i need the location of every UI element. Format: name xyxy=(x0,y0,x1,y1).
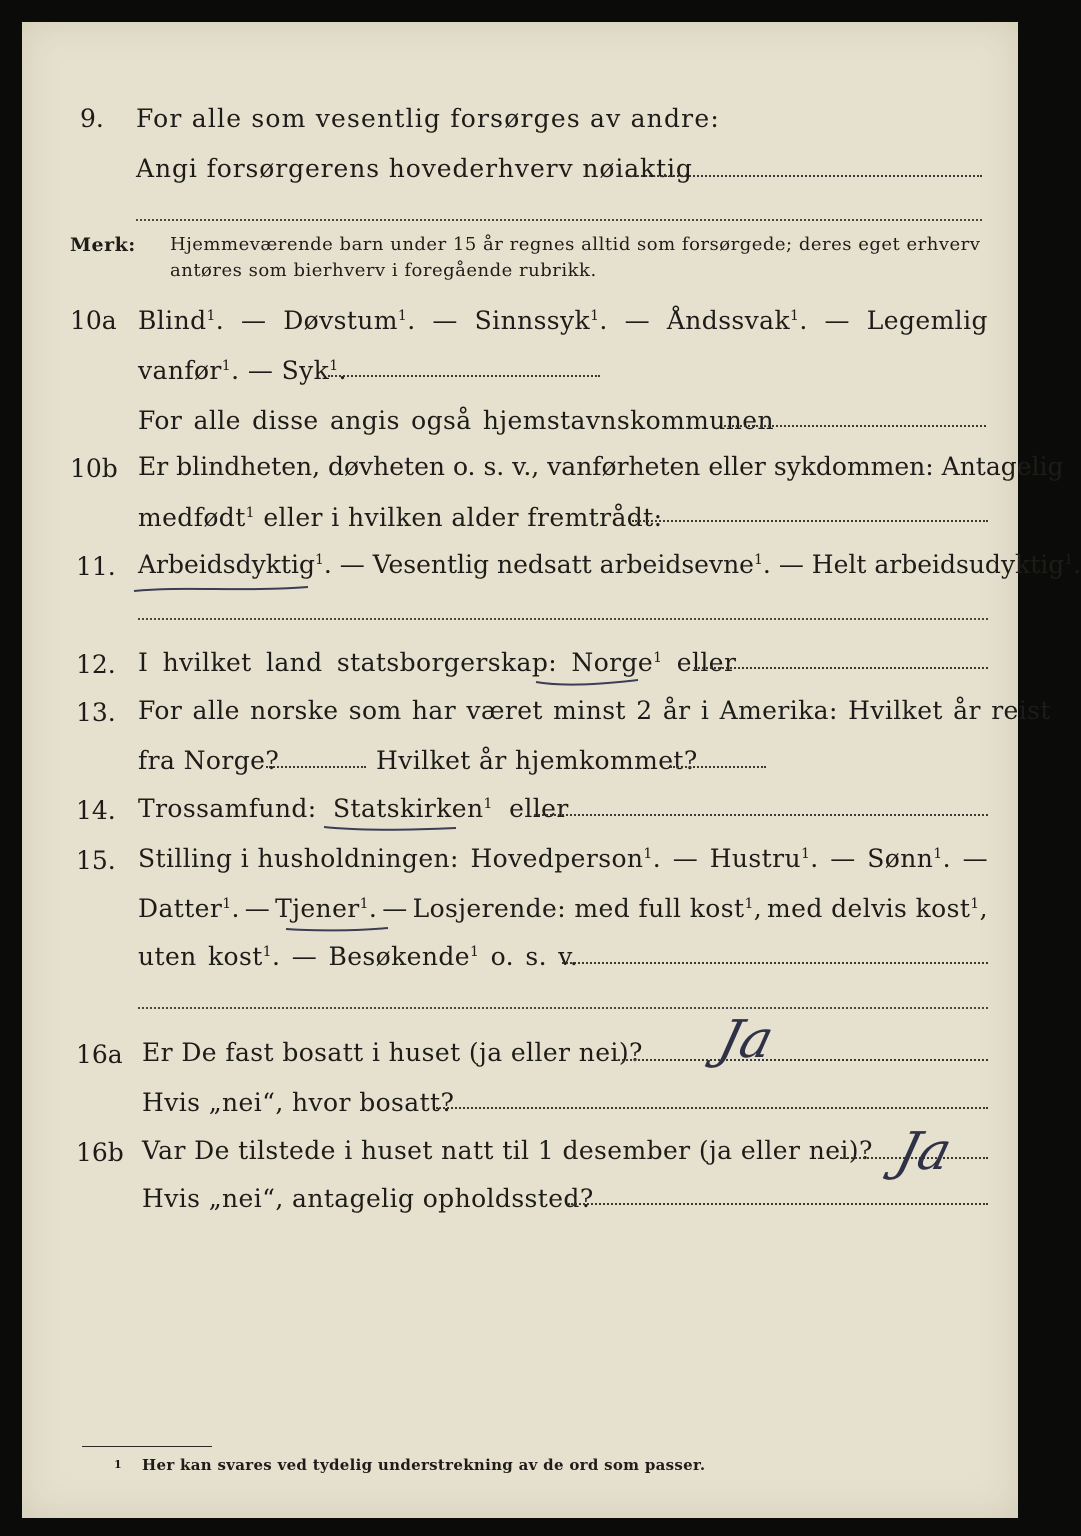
footnote-mark: 1 xyxy=(114,1458,122,1471)
q15-handwritten-underline xyxy=(284,924,394,938)
q9-line1: For alle som vesentlig forsørges av andre: xyxy=(136,104,720,133)
opt-norge[interactable]: Norge$^1$ xyxy=(571,648,663,677)
q10a-syk-answer-line[interactable] xyxy=(328,375,600,377)
q16b-handwritten-answer: Ja xyxy=(890,1122,958,1182)
opt-besokende[interactable]: Besøkende$^1$ xyxy=(328,942,480,971)
q16b-opholdssted-answer-line[interactable] xyxy=(568,1203,988,1205)
q14-answer-line[interactable] xyxy=(534,814,988,816)
q14-text: Trossamfund: xyxy=(138,794,317,823)
dash: — xyxy=(824,306,850,335)
q10b-line2 xyxy=(138,503,662,532)
opt-syk[interactable]: Syk$^1$. xyxy=(281,356,347,385)
q16a-answer-line[interactable] xyxy=(618,1059,988,1061)
q10b-alder-text: eller i hvilken alder fremtrådt: xyxy=(263,503,663,532)
opt-hustru[interactable]: Hustru$^1$. xyxy=(709,844,819,873)
q15-line1 xyxy=(138,844,988,873)
q10b-answer-line[interactable] xyxy=(632,520,988,522)
q15-line3 xyxy=(138,942,578,971)
q13-hjemkommet: Hvilket år hjemkommet? xyxy=(376,746,698,775)
q12-text: I hvilket land statsborgerskap: xyxy=(138,648,558,677)
dash: — xyxy=(339,550,365,579)
q16b-number: 16b xyxy=(76,1138,124,1167)
footnote-text: Her kan svares ved tydelig understrekning av de ord som passer. xyxy=(142,1456,706,1474)
q14-number: 14. xyxy=(76,796,116,825)
dash: — xyxy=(382,894,408,923)
opt-medfodt[interactable]: medfødt$^1$ xyxy=(138,503,255,532)
dash: — xyxy=(244,894,271,923)
opt-sinnssyk[interactable]: Sinnssyk$^1$. xyxy=(474,306,608,335)
q12-answer-line[interactable] xyxy=(694,667,988,669)
dash: — xyxy=(432,306,458,335)
dash: — xyxy=(247,356,274,385)
opt-udyktig[interactable]: Helt arbeidsudyktig$^1$. xyxy=(811,550,1081,579)
opt-dovstum[interactable]: Døvstum$^1$. xyxy=(283,306,416,335)
q9-number: 9. xyxy=(80,104,104,133)
q12-line xyxy=(138,648,736,677)
dash: — xyxy=(624,306,651,335)
opt-legemlig[interactable]: Legemlig xyxy=(866,306,988,335)
opt-hovedperson[interactable]: Hovedperson$^1$. xyxy=(470,844,662,873)
dash: — xyxy=(962,844,988,873)
q16a-bosatt-answer-line[interactable] xyxy=(436,1107,988,1109)
dash: — xyxy=(830,844,856,873)
dash: — xyxy=(240,306,267,335)
q9-line2: Angi forsørgerens hovederhverv nøiaktig xyxy=(136,154,693,183)
dash: — xyxy=(291,942,318,971)
dash: — xyxy=(778,550,804,579)
opt-statskirken[interactable]: Statskirken$^1$ xyxy=(333,794,493,823)
q15-answer-line[interactable] xyxy=(562,962,988,964)
opt-full-kost[interactable]: Losjerende: med full kost$^1$, xyxy=(412,894,763,923)
q11-number: 11. xyxy=(76,552,116,581)
q13-line1: For alle norske som har været minst 2 år i Amerika: Hvilket år reist xyxy=(138,696,1051,725)
q13-fra-norge: fra Norge? xyxy=(138,746,280,775)
q16b-line2: Hvis „nei“, antagelig opholdssted? xyxy=(142,1184,594,1213)
q10a-number: 10a xyxy=(70,306,117,335)
q11-answer-line[interactable] xyxy=(138,618,988,620)
q16a-number: 16a xyxy=(76,1040,123,1069)
q10b-number: 10b xyxy=(70,454,118,483)
q11-line xyxy=(138,550,1081,579)
opt-tjener[interactable]: Tjener$^1$. xyxy=(275,894,378,923)
merk-label: Merk: xyxy=(70,234,136,256)
q10a-line2 xyxy=(138,356,347,385)
opt-sonn[interactable]: Sønn$^1$. xyxy=(867,844,951,873)
q13-hjem-answer-line[interactable] xyxy=(670,766,766,768)
q16b-line1: Var De tilstede i huset natt til 1 desember (ja eller nei)? xyxy=(142,1136,873,1165)
opt-vanfor[interactable]: vanfør$^1$. xyxy=(138,356,240,385)
opt-nedsatt[interactable]: Vesentlig nedsatt arbeidsevne$^1$. xyxy=(372,550,771,579)
merk-line1: Hjemmeværende barn under 15 år regnes alltid som forsørgede; deres eget erhverv xyxy=(170,234,981,255)
q15-osv: o. s. v. xyxy=(490,942,579,971)
q13-reist-answer-line[interactable] xyxy=(266,766,366,768)
footnote-divider xyxy=(82,1446,212,1447)
q14-line xyxy=(138,794,569,823)
q10a-line3: For alle disse angis også hjemstavnskommunen xyxy=(138,406,774,435)
opt-uten-kost[interactable]: uten kost$^1$. xyxy=(138,942,281,971)
q15-number: 15. xyxy=(76,846,116,875)
q9-second-answer-line[interactable] xyxy=(136,219,982,221)
opt-datter[interactable]: Datter$^1$. xyxy=(138,894,240,923)
q13-number: 13. xyxy=(76,698,116,727)
q14-eller: eller xyxy=(509,794,569,823)
q10a-hjemstavn-answer-line[interactable] xyxy=(724,425,986,427)
q10a-line1 xyxy=(138,306,988,335)
q12-eller: eller xyxy=(676,648,737,677)
merk-line2: antøres som bierhverv i foregående rubrikk. xyxy=(170,260,597,281)
q9-answer-line[interactable] xyxy=(626,175,982,177)
q15-text: Stilling i husholdningen: xyxy=(138,844,459,873)
q15-second-answer-line[interactable] xyxy=(138,1007,988,1009)
q16a-handwritten-answer: Ja xyxy=(712,1010,780,1070)
q11-handwritten-underline xyxy=(132,582,332,598)
q15-line2 xyxy=(138,894,988,923)
opt-delvis-kost[interactable]: med delvis kost$^1$, xyxy=(767,894,988,923)
q10b-line1: Er blindheten, døvheten o. s. v., vanførheten eller sykdommen: Antagelig xyxy=(138,452,1064,481)
q16a-line1: Er De fast bosatt i huset (ja eller nei)? xyxy=(142,1038,643,1067)
census-form-page xyxy=(22,22,1081,1518)
opt-andssvak[interactable]: Åndssvak$^1$. xyxy=(666,306,808,335)
q14-handwritten-underline xyxy=(322,822,462,836)
opt-blind[interactable]: Blind$^1$. xyxy=(138,306,225,335)
q12-number: 12. xyxy=(76,650,116,679)
dash: — xyxy=(672,844,699,873)
q12-handwritten-underline xyxy=(534,676,644,690)
opt-arbeidsdyktig[interactable]: Arbeidsdyktig$^1$. xyxy=(138,550,332,579)
q16a-line2: Hvis „nei“, hvor bosatt? xyxy=(142,1088,455,1117)
